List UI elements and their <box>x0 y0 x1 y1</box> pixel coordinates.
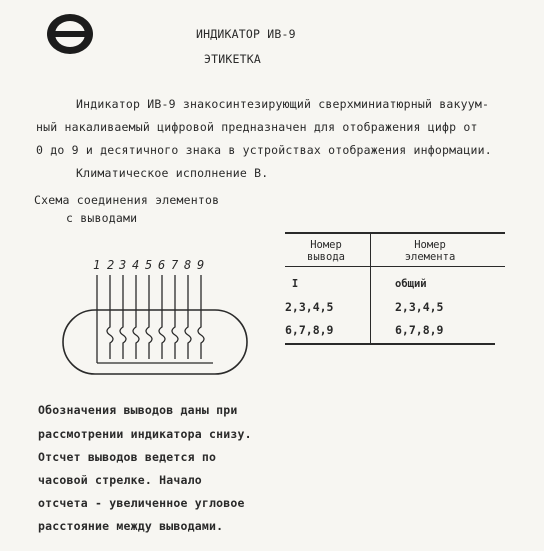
note-line-5: отсчета - увеличенное угловое <box>38 496 245 510</box>
pin-number-4: 4 <box>132 258 140 272</box>
schema-caption-line-1: Схема соединения элементов <box>34 193 220 207</box>
table-header-element-line-2: элемента <box>404 251 456 263</box>
pin-lead-7 <box>172 275 178 359</box>
table-header-rule <box>285 266 505 267</box>
document-title: ИНДИКАТОР ИВ-9 <box>196 27 296 41</box>
pin-lead-8 <box>185 275 191 359</box>
pin-number-6: 6 <box>158 258 166 272</box>
table-header-element-line-1: Номер <box>414 239 446 251</box>
note-line-1: Обозначения выводов даны при <box>38 403 238 417</box>
pin-lead-9 <box>198 275 204 359</box>
table-bottom-rule <box>285 343 495 345</box>
connection-diagram <box>55 255 255 380</box>
pin-lead-2 <box>107 275 113 359</box>
pin-lead-5 <box>146 275 152 359</box>
pin-number-9: 9 <box>197 258 205 272</box>
intro-line-1: Индикатор ИВ-9 знакосинтезирующий сверхминиатюрный вакуум- <box>76 97 490 111</box>
manufacturer-logo-icon <box>45 12 95 56</box>
note-line-6: расстояние между выводами. <box>38 519 224 533</box>
table-row-2-element: 2,3,4,5 <box>395 300 444 314</box>
pin-lead-4 <box>133 275 139 359</box>
pin-table <box>285 228 505 346</box>
schema-caption-line-2: с выводами <box>66 211 138 225</box>
table-column-divider <box>370 233 371 343</box>
note-line-3: Отсчет выводов ведется по <box>38 450 217 464</box>
table-header-pin-line-1: Номер <box>310 239 342 251</box>
pin-number-3: 3 <box>119 258 127 272</box>
table-row-1-element: общий <box>395 278 427 290</box>
pin-number-1: 1 <box>93 258 101 272</box>
tube-outline <box>63 310 247 374</box>
table-header-pin-line-2: вывода <box>307 251 345 263</box>
pin-number-8: 8 <box>184 258 192 272</box>
pin-lead-3 <box>120 275 126 359</box>
pin-number-5: 5 <box>145 258 153 272</box>
pin-lead-6 <box>159 275 165 359</box>
intro-line-2: ный накаливаемый цифровой предназначен для отображения цифр от <box>36 120 478 134</box>
intro-line-4: Климатическое исполнение В. <box>76 166 269 180</box>
note-line-4: часовой стрелке. Начало <box>38 473 202 487</box>
table-top-rule <box>285 232 505 234</box>
note-line-2: рассмотрении индикатора снизу. <box>38 427 252 441</box>
table-row-2-pin: 2,3,4,5 <box>285 300 334 314</box>
pin-number-7: 7 <box>171 258 179 272</box>
intro-line-3: 0 до 9 и десятичного знака в устройствах отображения информации. <box>36 143 492 157</box>
document-subtitle: ЭТИКЕТКА <box>204 52 261 66</box>
table-row-3-pin: 6,7,8,9 <box>285 323 334 337</box>
pin-number-2: 2 <box>107 258 115 272</box>
table-row-3-element: 6,7,8,9 <box>395 323 444 337</box>
table-row-1-pin: I <box>291 278 299 290</box>
